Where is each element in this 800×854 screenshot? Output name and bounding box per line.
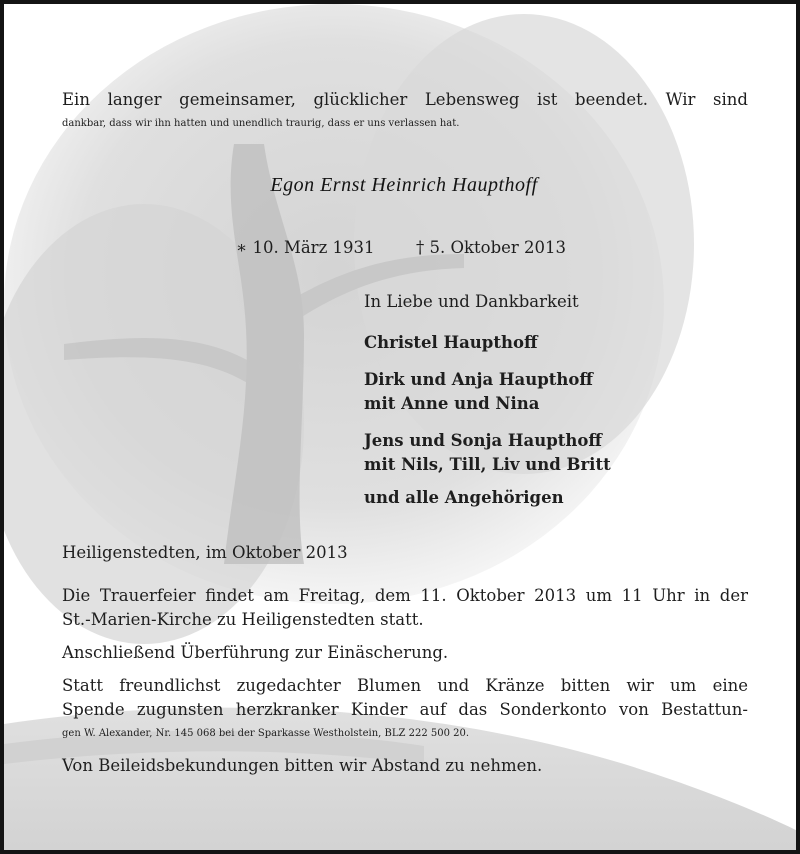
donation-line-3: gen W. Alexander, Nr. 145 068 bei der Sparkasse Westholstein, BLZ 222 500 20. bbox=[62, 728, 470, 739]
donation-line-2: Spende zugunsten herzkranker Kinder auf das Sonderkonto von Bestattun- bbox=[62, 700, 748, 719]
intro-line-2: dankbar, dass wir ihn hatten und unendlich traurig, dass er uns verlassen hat. bbox=[62, 118, 460, 129]
service-line-2: St.-Marien-Kirche zu Heiligenstedten statt. bbox=[62, 610, 424, 629]
donation-line-1: Statt freundlichst zugedachter Blumen und Kränze bitten wir um eine bbox=[62, 676, 748, 695]
death-date: † 5. Oktober 2013 bbox=[416, 238, 567, 257]
dedication: In Liebe und Dankbarkeit bbox=[364, 292, 579, 311]
condolence-note: Von Beileidsbekundungen bitten wir Abstand zu nehmen. bbox=[62, 756, 543, 775]
place-date: Heiligenstedten, im Oktober 2013 bbox=[62, 543, 348, 562]
deceased-name: Egon Ernst Heinrich Haupthoff bbox=[270, 174, 538, 196]
mourner-christel: Christel Haupthoff bbox=[364, 333, 538, 352]
mourner-dirk-children: mit Anne und Nina bbox=[364, 394, 540, 413]
mourner-jens: Jens und Sonja Haupthoff bbox=[364, 431, 602, 450]
transfer-note: Anschließend Überführung zur Einäscherung. bbox=[62, 643, 449, 662]
mourner-dirk: Dirk und Anja Haupthoff bbox=[364, 370, 593, 389]
birth-date: ∗ 10. März 1931 bbox=[236, 238, 375, 257]
intro-line-1: Ein langer gemeinsamer, glücklicher Lebensweg ist beendet. Wir sind bbox=[62, 90, 748, 109]
mourner-others: und alle Angehörigen bbox=[364, 488, 564, 507]
mourner-jens-children: mit Nils, Till, Liv und Britt bbox=[364, 455, 611, 474]
service-line-1: Die Trauerfeier findet am Freitag, dem 11. Oktober 2013 um 11 Uhr in der bbox=[62, 586, 748, 605]
